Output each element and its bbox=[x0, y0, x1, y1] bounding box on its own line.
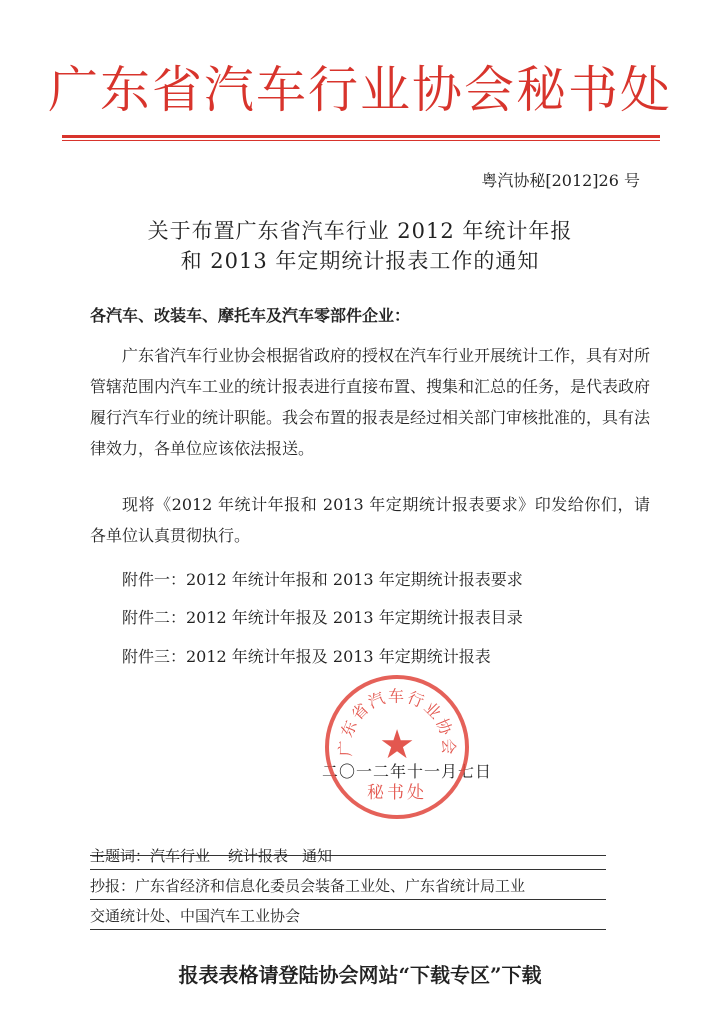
divider bbox=[90, 929, 606, 930]
subject-term-2: 统计报表 bbox=[228, 847, 289, 865]
attachment-3: 附件三：2012 年统计年报及 2013 年定期统计报表 bbox=[122, 647, 491, 666]
seal-star: ★ bbox=[379, 722, 415, 768]
cc-line-2: 交通统计处、中国汽车工业协会 bbox=[90, 907, 301, 925]
official-seal-icon bbox=[322, 672, 472, 822]
notice-title bbox=[0, 216, 720, 276]
notice-title-line-1: 关于布置广东省汽车行业 2012 年统计年报 bbox=[147, 219, 573, 243]
download-note: 报表表格请登陆协会网站“下载专区”下载 bbox=[178, 963, 542, 987]
issue-date: 二〇一二年十一月七日 bbox=[322, 762, 493, 781]
attachment-2: 附件二：2012 年统计年报及 2013 年定期统计报表目录 bbox=[122, 608, 523, 627]
seal-arc-text: 广东省汽车行业协会 bbox=[335, 686, 459, 757]
notice-title-line-2: 和 2013 年定期统计报表工作的通知 bbox=[180, 249, 540, 273]
seal-bottom-text: 秘书处 bbox=[367, 783, 427, 803]
body-paragraph-2: 现将《2012 年统计年报和 2013 年定期统计报表要求》印发给你们，请各单位认真贯彻执行。 bbox=[90, 495, 650, 545]
attachment-1: 附件一：2012 年统计年报和 2013 年定期统计报表要求 bbox=[122, 570, 523, 589]
letterhead-red-rule-thin bbox=[62, 140, 660, 141]
salutation: 各汽车、改装车、摩托车及汽车零部件企业： bbox=[90, 306, 411, 325]
subject-term-1: 汽车行业 bbox=[150, 847, 211, 865]
subject-term-3: 通知 bbox=[302, 847, 333, 865]
letterhead-title: 广东省汽车行业协会秘书处 bbox=[48, 61, 672, 119]
divider bbox=[90, 869, 606, 870]
cc-line-1: 抄报：广东省经济和信息化委员会装备工业处、广东省统计局工业 bbox=[90, 877, 526, 895]
subject-terms bbox=[90, 845, 332, 867]
subject-label: 主题词： bbox=[90, 847, 151, 865]
divider bbox=[90, 899, 606, 900]
document-number: 粤汽协秘[2012]26 号 bbox=[481, 171, 640, 190]
body-paragraph-1: 广东省汽车行业协会根据省政府的授权在汽车行业开展统计工作，具有对所管辖范围内汽车工业的统计报表进行直接布置、搜集和汇总的任务，是代表政府履行汽车行业的统计职能。我会布置的报表是经过相关部门审核批准的，具有法律效力，各单位应该依法报送。 bbox=[90, 346, 651, 458]
letterhead-red-rule bbox=[62, 135, 660, 138]
